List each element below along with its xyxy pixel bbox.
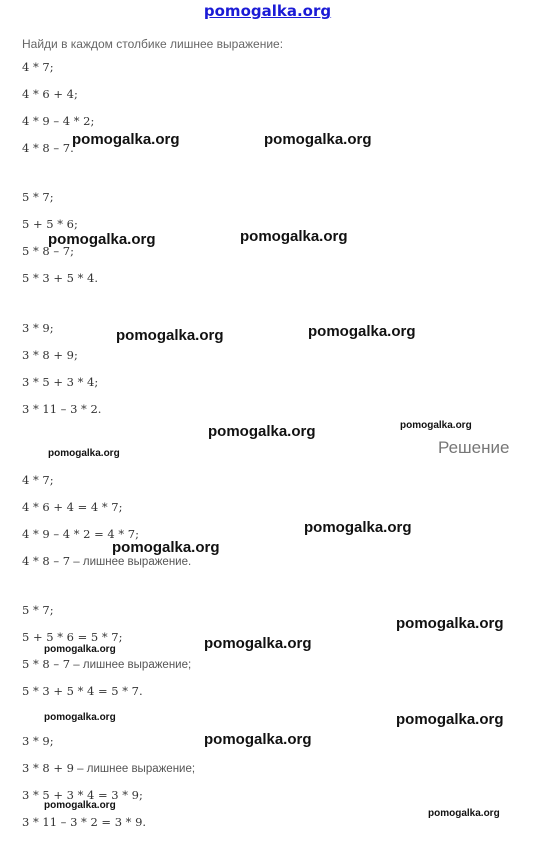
problem-line: 3 * 8 + 9; [22, 348, 78, 362]
watermark: pomogalka.org [308, 323, 416, 340]
watermark: pomogalka.org [204, 731, 312, 748]
watermark: pomogalka.org [204, 635, 312, 652]
watermark: pomogalka.org [112, 539, 220, 556]
watermark: pomogalka.org [264, 131, 372, 148]
watermark: pomogalka.org [400, 420, 472, 431]
solution-label: Решение [438, 438, 510, 457]
task-text: Найди в каждом столбике лишнее выражение: [22, 37, 284, 51]
solution-line: 4 * 6 + 4 = 4 * 7; [22, 500, 123, 514]
watermark: pomogalka.org [304, 519, 412, 536]
problem-line: 4 * 6 + 4; [22, 87, 78, 101]
problem-line: 5 * 7; [22, 190, 54, 204]
watermark: pomogalka.org [44, 644, 116, 655]
solution-line: 5 * 7; [22, 603, 54, 617]
watermark: pomogalka.org [208, 423, 316, 440]
solution-line: 3 * 9; [22, 734, 54, 748]
solution-line: 5 * 3 + 5 * 4 = 5 * 7. [22, 684, 143, 698]
watermark: pomogalka.org [44, 800, 116, 811]
problem-line: 3 * 9; [22, 321, 54, 335]
problem-line: 4 * 7; [22, 60, 54, 74]
problem-line: 3 * 5 + 3 * 4; [22, 375, 99, 389]
solution-line: 5 * 8 – 7 – лишнее выражение; [22, 657, 192, 671]
watermark: pomogalka.org [44, 712, 116, 723]
problem-line: 4 * 9 – 4 * 2; [22, 114, 95, 128]
watermark: pomogalka.org [396, 711, 504, 728]
watermark: pomogalka.org [240, 228, 348, 245]
solution-line: 4 * 9 – 4 * 2 = 4 * 7; [22, 527, 139, 541]
problem-line: 5 * 3 + 5 * 4. [22, 271, 98, 285]
solution-line: 4 * 8 – 7 – лишнее выражение. [22, 554, 192, 568]
solution-line: 4 * 7; [22, 473, 54, 487]
solution-line: 3 * 5 + 3 * 4 = 3 * 9; [22, 788, 143, 802]
watermark: pomogalka.org [116, 327, 224, 344]
watermark: pomogalka.org [48, 448, 120, 459]
watermark: pomogalka.org [48, 231, 156, 248]
problem-line: 5 * 8 – 7; [22, 244, 74, 258]
problem-line: 5 + 5 * 6; [22, 217, 78, 231]
problem-line: 3 * 11 – 3 * 2. [22, 402, 102, 416]
watermark: pomogalka.org [396, 615, 504, 632]
watermark: pomogalka.org [428, 808, 500, 819]
solution-line: 3 * 11 – 3 * 2 = 3 * 9. [22, 815, 147, 829]
watermark: pomogalka.org [72, 131, 180, 148]
problem-line: 4 * 8 – 7. [22, 141, 74, 155]
solution-line: 3 * 8 + 9 – лишнее выражение; [22, 761, 196, 775]
solution-line: 5 + 5 * 6 = 5 * 7; [22, 630, 123, 644]
site-header-link[interactable]: pomogalka.org [203, 2, 332, 20]
